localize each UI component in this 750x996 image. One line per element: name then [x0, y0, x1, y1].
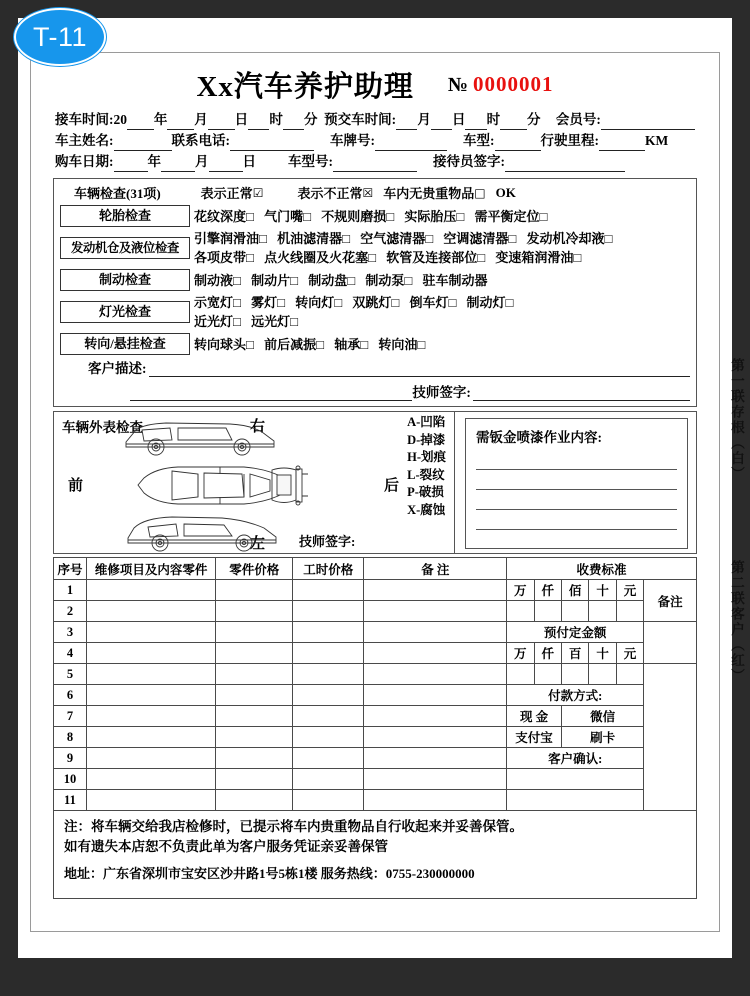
item-line	[194, 229, 690, 248]
damage-code: H-划痕	[407, 450, 446, 464]
payment-method-cash[interactable]: 现 金	[507, 706, 562, 727]
cell-labor-price[interactable]	[293, 685, 364, 706]
row-number: 10	[54, 769, 87, 790]
cell-item[interactable]	[86, 748, 215, 769]
customer-description-input[interactable]	[149, 363, 691, 377]
table-row	[54, 769, 697, 790]
check-item[interactable]: 转向灯□	[295, 295, 343, 310]
plate-no-input[interactable]	[375, 138, 447, 151]
legend-ok-label: OK	[495, 184, 516, 200]
table-row	[54, 580, 697, 601]
category-cell	[60, 269, 190, 291]
owner-name-input[interactable]	[114, 138, 172, 151]
bodywork-pane	[454, 412, 696, 553]
serial-number-label: №	[447, 73, 469, 96]
memo-header: 备注	[644, 580, 697, 622]
legend-valuables-checkbox[interactable]: □	[474, 185, 486, 200]
category-cell	[60, 229, 190, 267]
inspection-row-engine	[60, 229, 690, 267]
purchase-day-input[interactable]	[209, 159, 243, 172]
cell-note[interactable]	[364, 790, 507, 811]
check-item[interactable]: 实际胎压□	[404, 208, 465, 224]
table-row	[54, 685, 697, 706]
receptionist-sign-input[interactable]	[505, 159, 625, 172]
footer-notes	[53, 811, 697, 899]
sku-badge	[14, 8, 106, 66]
sku-badge-label: T-11	[32, 21, 88, 52]
model-no-label: 车型号:	[288, 154, 333, 169]
phone-label: 联系电话:	[171, 133, 230, 148]
check-item[interactable]: 驻车制动器	[422, 272, 488, 288]
fee-cell[interactable]	[616, 601, 643, 622]
cell-part-price[interactable]	[216, 685, 293, 706]
cell-note[interactable]	[364, 727, 507, 748]
legend-normal-mark: ☑	[252, 185, 264, 200]
row-number: 8	[54, 727, 87, 748]
car-model-input[interactable]	[495, 138, 541, 151]
bodywork-input-line[interactable]	[476, 510, 677, 530]
check-item[interactable]: 制动盘□	[308, 272, 356, 288]
fee-cell[interactable]	[561, 601, 588, 622]
row-number: 4	[54, 643, 87, 664]
memo-cell[interactable]	[644, 664, 697, 811]
form-sheet	[30, 52, 720, 932]
copy-label-1: 第一联存根（白）	[729, 358, 744, 482]
header-item: 维修项目及内容零件	[86, 558, 215, 580]
deposit-cell[interactable]	[561, 664, 588, 685]
inspection-row-steering	[60, 333, 690, 355]
legend-normal-label: 表示正常	[200, 186, 253, 201]
deposit-cell[interactable]	[616, 664, 643, 685]
expected-hour-input[interactable]	[465, 117, 486, 130]
member-no-input[interactable]	[601, 117, 695, 130]
row-number: 5	[54, 664, 87, 685]
check-item[interactable]: 引擎润滑油□	[194, 231, 267, 246]
check-item[interactable]: 各项皮带□	[194, 250, 254, 265]
cell-note[interactable]	[364, 664, 507, 685]
address-line: 地址：广东省深圳市宝安区沙井路1号5栋1楼 服务热线：0755-230000000	[64, 866, 475, 881]
cell-part-price[interactable]	[216, 748, 293, 769]
car-model-label: 车型:	[463, 133, 495, 148]
p-year-unit: 年	[147, 154, 161, 169]
check-item[interactable]: 转向油□	[378, 336, 426, 352]
items-cell	[190, 269, 690, 291]
direction-right-label: 右	[250, 419, 266, 435]
cell-labor-price[interactable]	[293, 601, 364, 622]
cell-item[interactable]	[86, 601, 215, 622]
cell-part-price[interactable]	[216, 790, 293, 811]
receptionist-label: 接待员签字:	[433, 154, 505, 169]
page-title: Xx汽车养护助理	[196, 70, 414, 103]
category-cell	[60, 333, 190, 355]
p-month-unit: 月	[195, 154, 209, 169]
header-fee-standard: 收费标准	[507, 558, 697, 580]
customer-confirm-input[interactable]	[507, 790, 644, 811]
check-item[interactable]: 花纹深度□	[194, 208, 254, 224]
inspection-title: 车辆检查(31项)	[74, 186, 161, 201]
items-cell	[190, 229, 690, 267]
receive-day-input[interactable]	[208, 117, 235, 130]
cell-note[interactable]	[364, 580, 507, 601]
p-day-unit: 日	[242, 154, 256, 169]
e-month-unit: 月	[417, 112, 431, 127]
bodywork-input-line[interactable]	[476, 470, 677, 490]
purchase-date-label: 购车日期:	[55, 154, 114, 169]
fee-unit-header: 元	[616, 580, 643, 601]
payment-method-card[interactable]: 刷卡	[561, 727, 643, 748]
e-minute-unit: 分	[526, 112, 541, 127]
customer-confirm-label: 客户确认:	[507, 748, 644, 769]
item-line	[194, 335, 690, 354]
item-line	[194, 293, 690, 312]
expected-month-input[interactable]	[396, 117, 417, 130]
model-no-input[interactable]	[333, 159, 417, 172]
damage-code: D-掉漆	[407, 432, 446, 447]
fee-unit-header: 佰	[561, 580, 588, 601]
e-day-unit: 日	[451, 112, 466, 127]
damage-code: A-凹陷	[407, 415, 446, 429]
exterior-inspection-pane	[54, 412, 454, 553]
category-steering-button[interactable]: 转向/悬挂检查	[60, 333, 190, 355]
legend-abnormal-label: 表示不正常	[297, 186, 363, 201]
item-line	[194, 312, 690, 331]
check-item[interactable]: 雾灯□	[251, 295, 285, 310]
owner-name-label: 车主姓名:	[55, 133, 114, 148]
deposit-label: 预付定金额	[507, 622, 644, 643]
copy-label-2: 第二联客户（红）	[729, 560, 744, 684]
cell-note[interactable]	[364, 748, 507, 769]
item-line	[194, 271, 690, 290]
table-row	[54, 601, 697, 622]
receive-year-input[interactable]	[127, 117, 154, 130]
cell-note[interactable]	[364, 601, 507, 622]
damage-code: L-裂纹	[407, 467, 445, 482]
deposit-cell[interactable]	[507, 664, 534, 685]
inspection-section	[53, 178, 697, 407]
cell-labor-price[interactable]	[293, 769, 364, 790]
customer-description-row	[60, 357, 690, 377]
deposit-unit-header: 百	[561, 643, 588, 664]
receive-minute-input[interactable]	[283, 117, 304, 130]
header-fields	[41, 109, 709, 174]
legend-abnormal-mark: ☒	[362, 185, 374, 200]
inspection-row-tyre	[60, 205, 690, 227]
check-item[interactable]: 变速箱润滑油□	[495, 250, 582, 265]
cell-item[interactable]	[86, 790, 215, 811]
category-cell	[60, 293, 190, 331]
bodywork-title: 需钣金喷漆作业内容:	[476, 430, 602, 445]
cell-part-price[interactable]	[216, 769, 293, 790]
bodywork-input-line[interactable]	[476, 450, 677, 470]
header-part-price: 零件价格	[216, 558, 293, 580]
category-light-button[interactable]: 灯光检查	[60, 301, 190, 323]
check-item[interactable]: 空调滤清器□	[443, 231, 517, 246]
check-item[interactable]: 制动灯□	[466, 295, 514, 310]
inspection-legend	[60, 182, 690, 205]
damage-code: P-破损	[407, 485, 444, 499]
cell-part-price[interactable]	[216, 580, 293, 601]
day-unit: 日	[234, 112, 249, 127]
fee-cell[interactable]	[534, 601, 561, 622]
technician-sign-label: 技师签字:	[412, 385, 471, 400]
purchase-year-input[interactable]	[114, 159, 148, 172]
cell-item[interactable]	[86, 769, 215, 790]
cell-note[interactable]	[364, 706, 507, 727]
inspection-row-brake	[60, 269, 690, 291]
cell-part-price[interactable]	[216, 727, 293, 748]
table-header-row	[54, 558, 697, 580]
serial-number-value: 0000001	[473, 71, 554, 96]
cell-note[interactable]	[364, 769, 507, 790]
header-line-2	[55, 130, 695, 151]
table-row	[54, 622, 697, 643]
payment-method-title: 付款方式:	[507, 685, 644, 706]
member-no-label: 会员号:	[555, 112, 601, 127]
car-diagram[interactable]	[114, 414, 324, 554]
expected-time-label: 预交车时间:	[324, 112, 397, 127]
deposit-unit-header: 元	[616, 643, 643, 664]
fee-unit-header: 万	[507, 580, 534, 601]
cell-item[interactable]	[86, 580, 215, 601]
cell-labor-price[interactable]	[293, 664, 364, 685]
damage-code: X-腐蚀	[407, 502, 446, 517]
expected-minute-input[interactable]	[500, 117, 527, 130]
inspection-row-light	[60, 293, 690, 331]
row-number: 9	[54, 748, 87, 769]
row-number: 3	[54, 622, 87, 643]
check-item[interactable]: 倒车灯□	[409, 295, 457, 310]
cell-part-price[interactable]	[216, 622, 293, 643]
table-row	[54, 664, 697, 685]
table-row	[54, 748, 697, 769]
billing-table	[53, 557, 697, 811]
plate-no-label: 车牌号:	[330, 133, 375, 148]
receive-time-label: 接车时间:20	[55, 112, 127, 127]
check-item[interactable]: 近光灯□	[194, 314, 241, 329]
note-line-2: 如有遗失本店恕不负责此单为客户服务凭证亲妥善保管	[64, 839, 388, 854]
table-row	[54, 790, 697, 811]
exterior-bodywork-section	[53, 411, 697, 554]
cell-labor-price[interactable]	[293, 790, 364, 811]
payment-method-wechat[interactable]: 微信	[561, 706, 643, 727]
header-labor-price: 工时价格	[293, 558, 364, 580]
deposit-cell[interactable]	[589, 664, 616, 685]
cell-part-price[interactable]	[216, 601, 293, 622]
check-item[interactable]: 空气滤清器□	[360, 231, 434, 246]
exterior-title: 车辆外表检查	[62, 420, 143, 435]
direction-rear-label: 后	[384, 478, 400, 494]
check-item[interactable]: 前后减振□	[264, 336, 324, 352]
payment-method-alipay[interactable]: 支付宝	[507, 727, 562, 748]
cell-labor-price[interactable]	[293, 706, 364, 727]
title-row	[41, 59, 709, 109]
check-item[interactable]: 制动泵□	[365, 272, 413, 288]
cell-note[interactable]	[364, 622, 507, 643]
item-line	[194, 248, 690, 267]
direction-left-label: 左	[250, 536, 266, 552]
cell-part-price[interactable]	[216, 664, 293, 685]
hour-unit: 时	[269, 112, 283, 127]
header-line-3	[55, 151, 695, 172]
month-unit: 月	[194, 112, 208, 127]
deposit-unit-header: 万	[507, 643, 534, 664]
check-item[interactable]: 远光灯□	[251, 314, 298, 329]
fee-cell[interactable]	[589, 601, 616, 622]
check-item[interactable]: 制动片□	[251, 272, 298, 288]
check-item[interactable]: 机油滤清器□	[277, 231, 350, 246]
fee-unit-header: 仟	[534, 580, 561, 601]
fee-cell[interactable]	[507, 601, 534, 622]
cell-item[interactable]	[86, 727, 215, 748]
deposit-unit-header: 十	[589, 643, 616, 664]
bodywork-inner	[465, 418, 688, 549]
check-item[interactable]: 轴承□	[334, 336, 369, 352]
category-brake-button[interactable]: 制动检查	[60, 269, 190, 291]
note-line-1: 注：将车辆交给我店检修时，已提示将车内贵重物品自行收起来并妥善保管。	[64, 819, 523, 834]
mileage-input[interactable]	[599, 138, 645, 151]
cell-item[interactable]	[86, 706, 215, 727]
purchase-month-input[interactable]	[161, 159, 195, 172]
receive-hour-input[interactable]	[248, 117, 269, 130]
cell-labor-price[interactable]	[293, 727, 364, 748]
check-item[interactable]: 双跳灯□	[352, 295, 400, 310]
check-item[interactable]: 转向球头□	[194, 336, 254, 352]
check-item[interactable]: 示宽灯□	[194, 295, 241, 310]
memo-cell[interactable]	[644, 622, 697, 664]
year-unit: 年	[153, 112, 168, 127]
check-item[interactable]: 需平衡定位□	[474, 208, 548, 224]
mileage-unit: KM	[645, 133, 669, 148]
item-line	[194, 207, 690, 226]
bodywork-input-line[interactable]	[476, 490, 677, 510]
items-cell	[190, 293, 690, 331]
cell-labor-price[interactable]	[293, 580, 364, 601]
header-note: 备 注	[364, 558, 507, 580]
check-item[interactable]: 软管及连接部位□	[386, 250, 486, 265]
table-row	[54, 706, 697, 727]
cell-part-price[interactable]	[216, 706, 293, 727]
cell-item[interactable]	[86, 664, 215, 685]
cell-note[interactable]	[364, 643, 507, 664]
check-item[interactable]: 点火线圈及火花塞□	[264, 250, 376, 265]
damage-code-legend	[407, 414, 446, 519]
deposit-cell[interactable]	[534, 664, 561, 685]
category-tyre-button[interactable]: 轮胎检查	[60, 205, 190, 227]
cell-item[interactable]	[86, 643, 215, 664]
technician-sign-input[interactable]	[473, 387, 690, 401]
check-item[interactable]: 气门嘴□	[264, 208, 311, 224]
mileage-label: 行驶里程:	[540, 133, 599, 148]
serial-number-block	[448, 72, 554, 97]
items-cell	[190, 205, 690, 227]
row-number: 7	[54, 706, 87, 727]
cell-item[interactable]	[86, 685, 215, 706]
technician-sign-row	[60, 381, 690, 401]
cell-item[interactable]	[86, 622, 215, 643]
header-no: 序号	[54, 558, 87, 580]
exterior-technician-sign-label: 技师签字:	[299, 534, 356, 549]
fee-unit-header: 十	[589, 580, 616, 601]
expected-day-input[interactable]	[431, 117, 452, 130]
check-item[interactable]: 制动液□	[194, 272, 241, 288]
cell-labor-price[interactable]	[293, 748, 364, 769]
cell-part-price[interactable]	[216, 643, 293, 664]
check-item[interactable]: 不规则磨损□	[321, 208, 395, 224]
table-row	[54, 643, 697, 664]
customer-description-label: 客户描述:	[88, 361, 147, 376]
receive-month-input[interactable]	[167, 117, 194, 130]
check-item[interactable]: 发动机冷却液□	[526, 231, 613, 246]
items-cell	[190, 333, 690, 355]
cell-labor-price[interactable]	[293, 622, 364, 643]
row-number: 6	[54, 685, 87, 706]
minute-unit: 分	[303, 112, 318, 127]
category-engine-button[interactable]: 发动机仓及液位检查	[60, 237, 190, 259]
direction-front-label: 前	[68, 478, 84, 494]
deposit-unit-header: 仟	[534, 643, 561, 664]
e-hour-unit: 时	[486, 112, 501, 127]
cell-labor-price[interactable]	[293, 643, 364, 664]
header-line-1	[55, 109, 695, 130]
row-number: 1	[54, 580, 87, 601]
table-row	[54, 727, 697, 748]
cell-note[interactable]	[364, 685, 507, 706]
row-number: 2	[54, 601, 87, 622]
legend-valuables-label: 车内无贵重物品	[383, 186, 475, 201]
phone-input[interactable]	[230, 138, 314, 151]
category-cell	[60, 205, 190, 227]
row-number: 11	[54, 790, 87, 811]
customer-description-input-2[interactable]	[130, 387, 412, 401]
customer-confirm-input[interactable]	[507, 769, 644, 790]
